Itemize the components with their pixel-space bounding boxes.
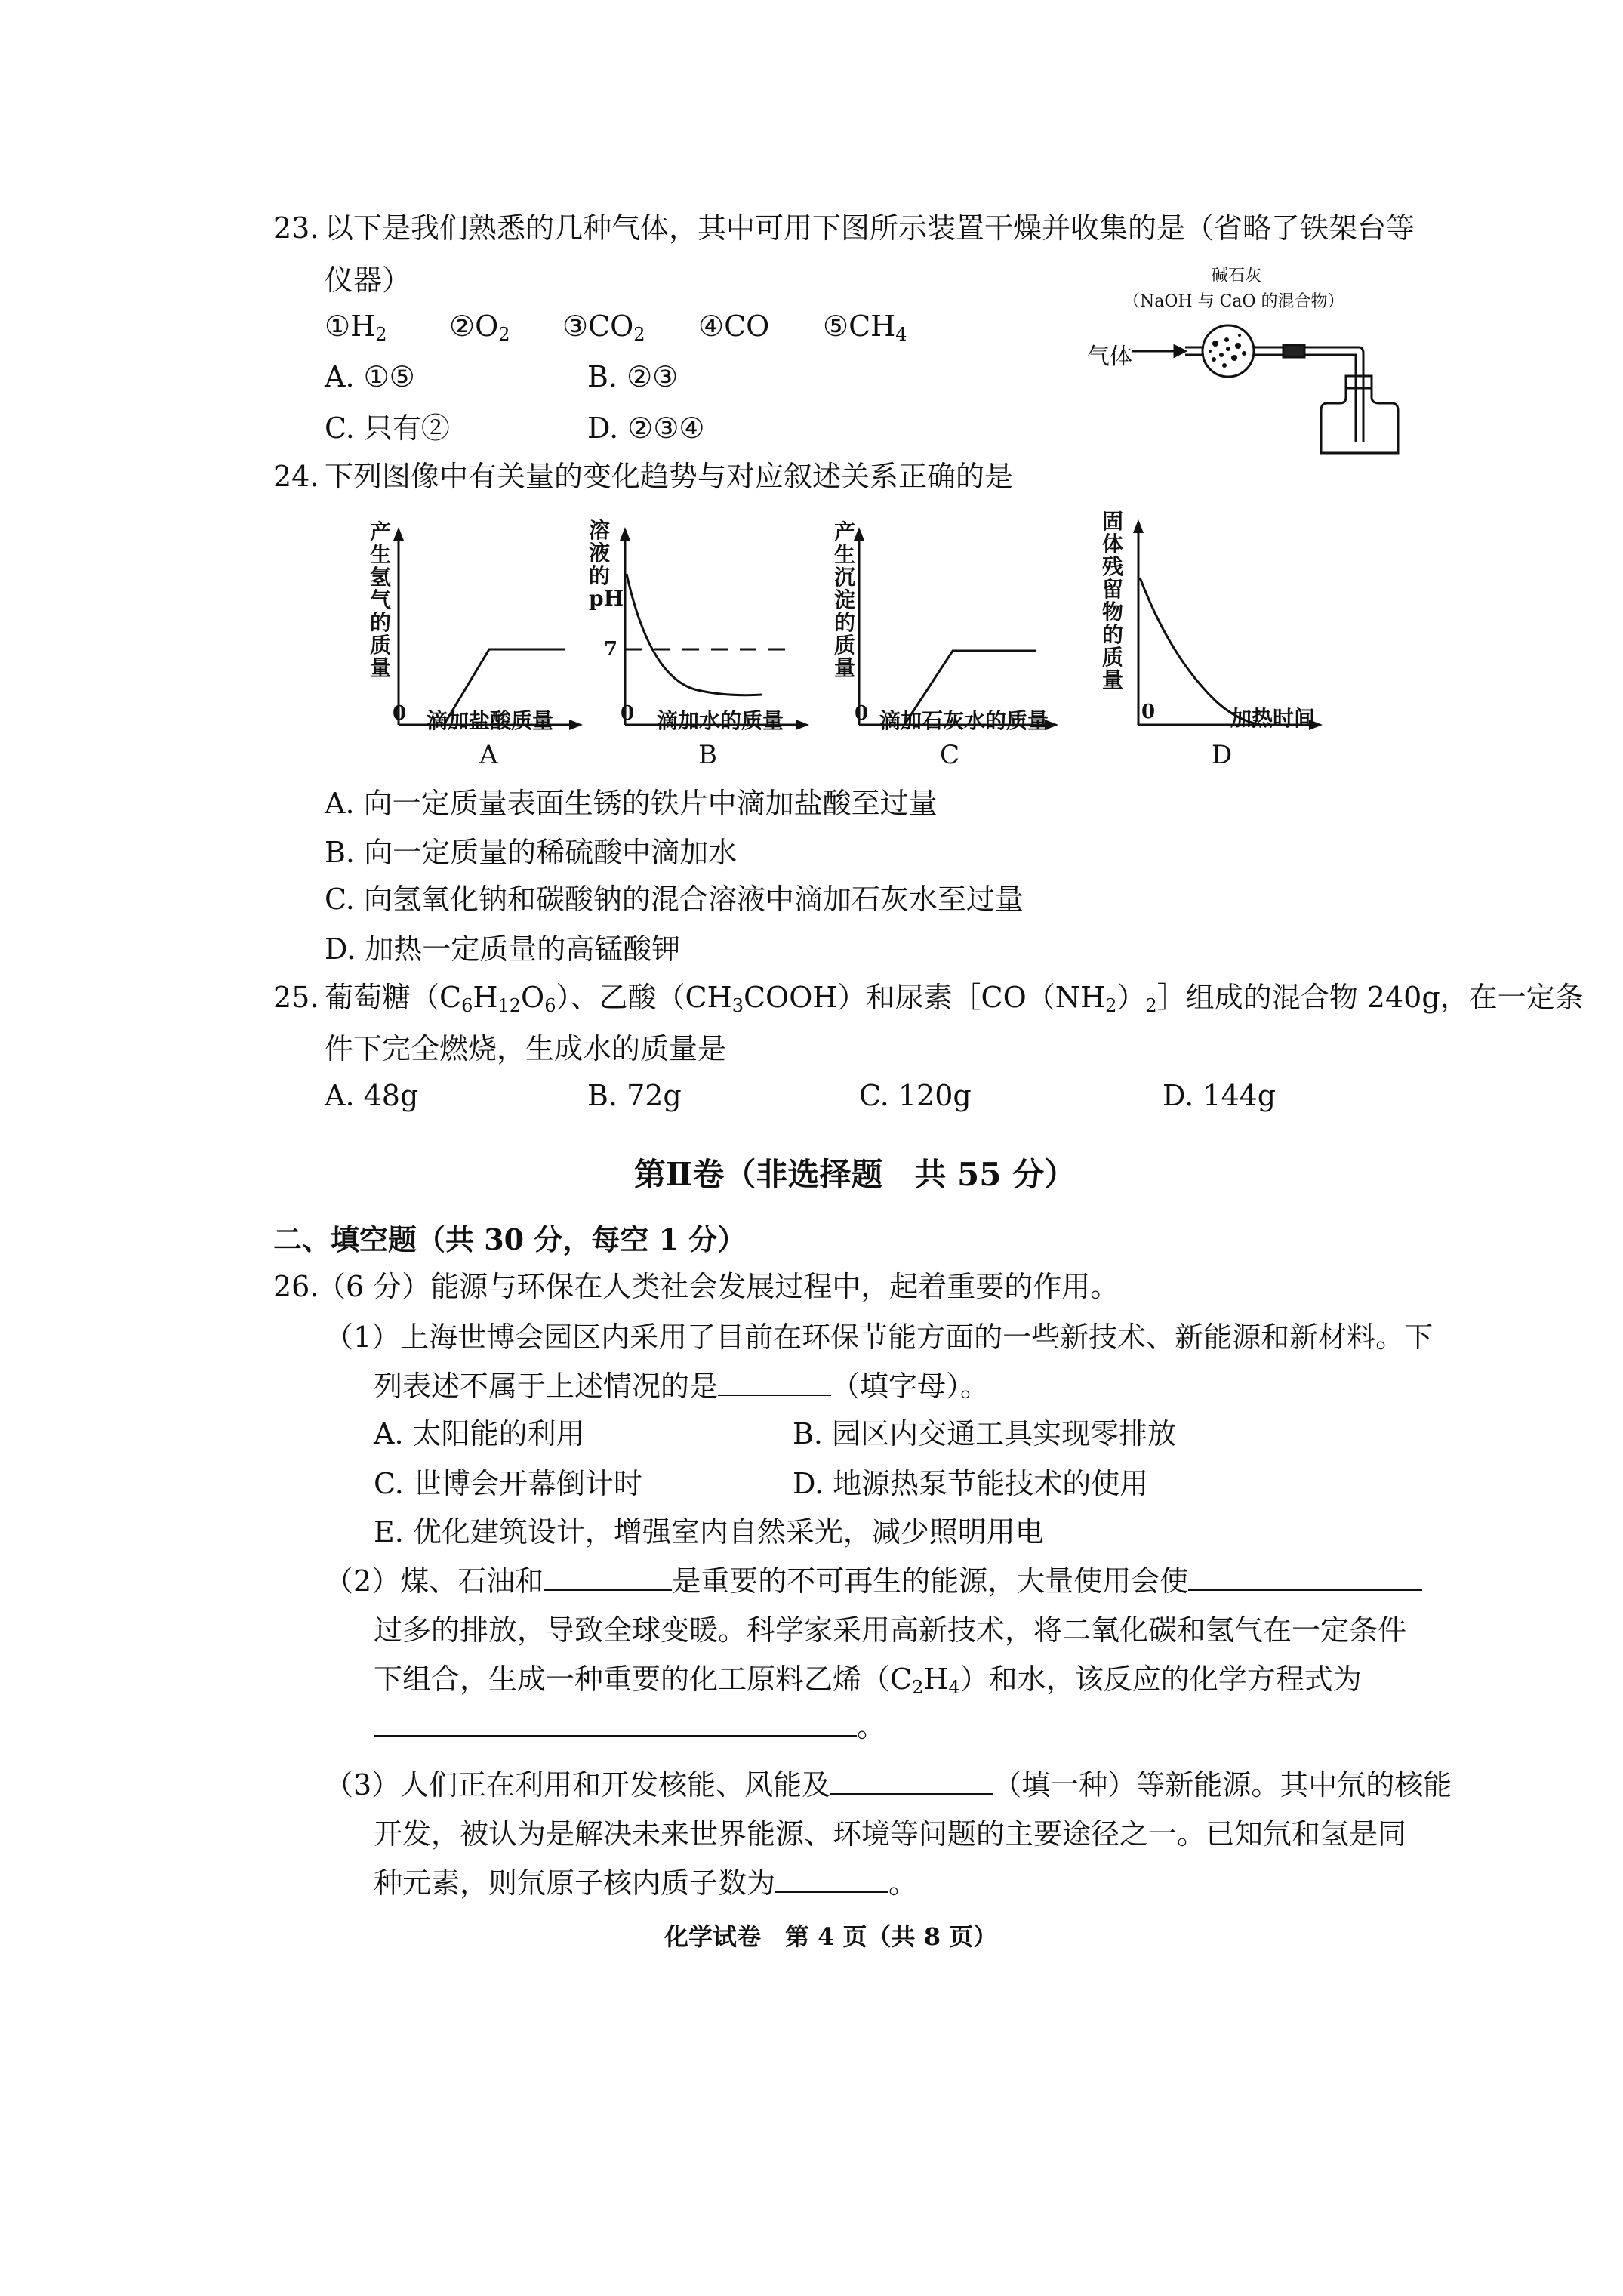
- graph-c-letter: C: [940, 740, 960, 770]
- answer-blank-6[interactable]: [775, 1869, 888, 1893]
- graph-c-xlabel: 滴加石灰水的质量: [879, 708, 1049, 733]
- q26-part3-line3: 种元素，则氘原子核内质子数为 。: [374, 1866, 918, 1900]
- graph-a-origin: 0: [393, 702, 407, 725]
- apparatus-label-soda-lime: 碱石灰: [1212, 267, 1262, 285]
- q23-option-b: B. ②③: [587, 360, 679, 393]
- graph-d-letter: D: [1212, 740, 1233, 770]
- q23-gas-1: $①H_2$: [325, 310, 387, 345]
- graph-b-xlabel: 滴加水的质量: [657, 708, 784, 733]
- answer-blank-1[interactable]: [718, 1372, 831, 1396]
- q25-option-b: B. 72g: [587, 1079, 682, 1112]
- graph-b-letter: B: [698, 740, 717, 770]
- drying-apparatus-diagram: [1132, 310, 1434, 461]
- graph-a-ylabel: 产生氢气的质量: [370, 519, 392, 680]
- q26-option-d: D. 地源热泵节能技术的使用: [793, 1467, 1149, 1500]
- q26-part2-line3: 下组合，生成一种重要的化工原料乙烯$(C_2H_4)$和水，该反应的化学方程式为: [374, 1663, 1362, 1698]
- q26-option-e: E. 优化建筑设计，增强室内自然采光，减少照明用电: [374, 1515, 1044, 1549]
- answer-blank-4[interactable]: [374, 1712, 857, 1737]
- graph-c-origin: 0: [855, 702, 869, 725]
- q26-part3-line2: 开发，被认为是解决未来世界能源、环境等问题的主要途径之一。已知氘和氢是同: [374, 1817, 1407, 1851]
- q23-gas-5: $⑤CH_4$: [823, 310, 907, 345]
- graph-c-ylabel: 产生沉淀的质量: [834, 519, 856, 680]
- q26-part2-line2: 过多的排放，导致全球变暖。科学家采用高新技术，将二氧化碳和氢气在一定条件: [374, 1613, 1407, 1647]
- q24-option-a: A. 向一定质量表面生锈的铁片中滴加盐酸至过量: [325, 787, 938, 820]
- q24-option-d: D. 加热一定质量的高锰酸钾: [325, 932, 681, 966]
- q26-part3-line1: （3）人们正在利用和开发核能、风能及 （填一种）等新能源。其中氘的核能: [325, 1768, 1452, 1801]
- graph-d-origin: 0: [1141, 701, 1156, 723]
- q26-part1-line2: 列表述不属于上述情况的是 （填字母）。: [374, 1370, 990, 1403]
- q26-option-b: B. 园区内交通工具实现零排放: [793, 1417, 1177, 1450]
- page-footer: 化学试卷 第 4 页（共 8 页）: [664, 1922, 998, 1951]
- q24-option-c: C. 向氢氧化钠和碳酸钠的混合溶液中滴加石灰水至过量: [325, 883, 1024, 916]
- graph-a-letter: A: [479, 740, 498, 770]
- apparatus-label-gas: 气体: [1087, 344, 1132, 370]
- q25-text-line1: 葡萄糖$(C_6H_{12}O_6)$、乙酸$(CH_3COOH)$和尿素$[CO(NH_2)_2]$组成的混合物 240g，在一定条: [325, 981, 1584, 1016]
- graph-b-mark-7: 7: [604, 638, 618, 661]
- q23-option-d: D. ②③④: [587, 411, 705, 445]
- q23-option-c: C. 只有②: [325, 411, 450, 445]
- q26-option-a: A. 太阳能的利用: [374, 1417, 585, 1450]
- q26-intro: （6 分）能源与环保在人类社会发展过程中，起着重要的作用。: [317, 1270, 1119, 1303]
- q23-option-a: A. ①⑤: [325, 360, 415, 393]
- q23-gas-3: $③CO_2$: [562, 310, 645, 345]
- q25-option-d: D. 144g: [1163, 1079, 1277, 1112]
- part-2-title: 第Ⅱ卷（非选择题 共 55 分）: [634, 1156, 1076, 1193]
- q23-gas-4: ④CO: [698, 310, 770, 343]
- q23-text-line1: 以下是我们熟悉的几种气体，其中可用下图所示装置干燥并收集的是（省略了铁架台等: [325, 211, 1415, 245]
- q25-option-a: A. 48g: [325, 1079, 419, 1112]
- graph-d-xlabel: 加热时间: [1230, 706, 1316, 731]
- section-2-heading: 二、填空题（共 30 分，每空 1 分）: [273, 1222, 747, 1256]
- q26-part1-line1: （1）上海世博会园区内采用了目前在环保节能方面的一些新技术、新能源和新材料。下: [325, 1321, 1434, 1354]
- q23-gas-2: $②O_2$: [449, 310, 510, 345]
- answer-blank-2[interactable]: [544, 1567, 672, 1591]
- q25-text-line2: 件下完全燃烧，生成水的质量是: [325, 1032, 727, 1065]
- answer-blank-3[interactable]: [1188, 1567, 1422, 1591]
- q26-part2-line1: （2）煤、石油和 是重要的不可再生的能源，大量使用会使: [325, 1567, 1422, 1595]
- q25-option-c: C. 120g: [859, 1079, 972, 1112]
- q24-text: 下列图像中有关量的变化趋势与对应叙述关系正确的是: [325, 460, 1014, 493]
- q23-number: 23.: [273, 211, 319, 245]
- q23-text-line2: 仪器）: [325, 264, 411, 297]
- graph-b-ylabel: 溶液的pH: [589, 518, 624, 611]
- q26-option-c: C. 世博会开幕倒计时: [374, 1467, 642, 1500]
- answer-blank-5[interactable]: [830, 1771, 993, 1795]
- q24-number: 24.: [273, 460, 319, 493]
- q26-part2-line4: 。: [374, 1712, 885, 1741]
- graph-b-origin: 0: [621, 702, 635, 725]
- graph-d-ylabel: 固体残留物的质量: [1102, 509, 1124, 692]
- q26-number: 26.: [273, 1270, 319, 1303]
- apparatus-label-mixture: （NaOH 与 CaO 的混合物）: [1123, 292, 1344, 311]
- graph-a-xlabel: 滴加盐酸质量: [427, 708, 554, 733]
- q24-option-b: B. 向一定质量的稀硫酸中滴加水: [325, 836, 738, 869]
- q25-number: 25.: [273, 981, 319, 1014]
